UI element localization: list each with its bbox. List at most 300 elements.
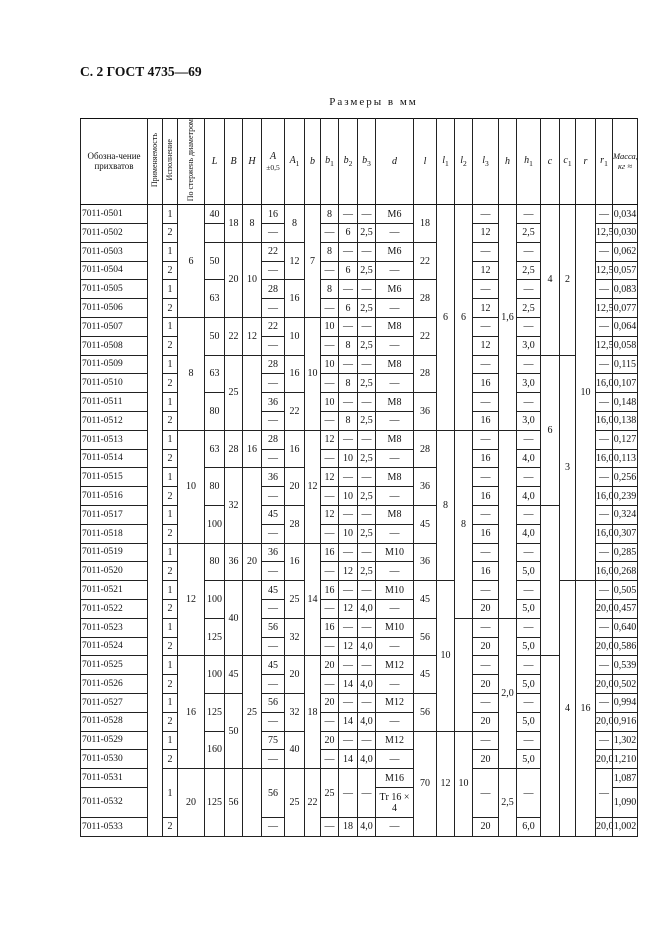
cell-r1: — — [596, 581, 613, 600]
table-caption — [0, 96, 661, 108]
cell-L: 125 — [205, 694, 225, 732]
cell-exec: 1 — [163, 543, 178, 562]
cell-l3: — — [473, 318, 499, 337]
cell-h1: 5,0 — [517, 600, 541, 619]
cell-A: — — [262, 524, 285, 543]
header-r1 — [596, 119, 613, 205]
cell-d: — — [376, 562, 414, 581]
cell-h: 2,0 — [499, 618, 517, 768]
cell-exec: 2 — [163, 600, 178, 619]
table-body — [81, 205, 638, 837]
cell-L: 50 — [205, 242, 225, 280]
cell-h1: — — [517, 506, 541, 525]
cell-exec: 2 — [163, 449, 178, 468]
cell-H: 16 — [243, 430, 262, 468]
cell-mass: 1,002 — [613, 818, 638, 837]
cell-H — [243, 581, 262, 656]
cell-l3: 12 — [473, 299, 499, 318]
cell-d: — — [376, 412, 414, 431]
cell-L: 50 — [205, 318, 225, 356]
cell-A: — — [262, 336, 285, 355]
cell-B: 50 — [225, 694, 243, 769]
cell-b3: — — [358, 731, 376, 750]
cell-h1: — — [517, 543, 541, 562]
cell-l: 45 — [414, 581, 437, 619]
cell-d: — — [376, 712, 414, 731]
cell-mass: 1,302 — [613, 731, 638, 750]
cell-A: 36 — [262, 393, 285, 412]
cell-code: 7011-0522 — [81, 600, 148, 619]
table-row — [81, 656, 638, 675]
cell-mass: 0,505 — [613, 581, 638, 600]
cell-b2: 14 — [339, 675, 358, 694]
cell-h1: — — [517, 618, 541, 637]
cell-l3: 12 — [473, 261, 499, 280]
cell-A1: 25 — [285, 581, 305, 619]
cell-L: 100 — [205, 506, 225, 544]
cell-L: 63 — [205, 280, 225, 318]
cell-b3: 2,5 — [358, 224, 376, 243]
cell-d: — — [376, 336, 414, 355]
cell-A: — — [262, 299, 285, 318]
cell-A: — — [262, 750, 285, 769]
cell-exec: 2 — [163, 750, 178, 769]
table-row — [81, 506, 638, 525]
cell-b: 10 — [305, 318, 321, 431]
cell-L: 160 — [205, 731, 225, 769]
cell-mass: 0,256 — [613, 468, 638, 487]
cell-l3: 20 — [473, 712, 499, 731]
cell-h1: — — [517, 731, 541, 750]
cell-b2: — — [339, 731, 358, 750]
cell-code: 7011-0501 — [81, 205, 148, 224]
cell-l3: 16 — [473, 449, 499, 468]
header-applicability-text: Применяемость — [150, 133, 159, 188]
cell-exec: 2 — [163, 374, 178, 393]
cell-exec: 2 — [163, 818, 178, 837]
cell-code: 7011-0523 — [81, 618, 148, 637]
cell-b2: 12 — [339, 562, 358, 581]
cell-b1: — — [321, 675, 339, 694]
cell-L: 80 — [205, 468, 225, 506]
cell-A1: 10 — [285, 318, 305, 356]
cell-b2: — — [339, 543, 358, 562]
cell-H: 20 — [243, 543, 262, 581]
cell-h1: 3,0 — [517, 412, 541, 431]
cell-r1: 20,0 — [596, 818, 613, 837]
cell-exec: 2 — [163, 562, 178, 581]
cell-exec: 1 — [163, 393, 178, 412]
cell-B: 28 — [225, 430, 243, 468]
cell-h1: 5,0 — [517, 750, 541, 769]
header-B: B — [225, 119, 243, 205]
cell-h1: 5,0 — [517, 675, 541, 694]
cell-mass: 0,057 — [613, 261, 638, 280]
cell-b3: — — [358, 318, 376, 337]
cell-exec: 2 — [163, 299, 178, 318]
cell-r: 16 — [576, 581, 596, 837]
header-execution — [163, 119, 178, 205]
cell-b3: — — [358, 393, 376, 412]
cell-b3: — — [358, 468, 376, 487]
header-l2 — [455, 119, 473, 205]
caption-text: Размеры в мм — [329, 96, 418, 108]
cell-d: M8 — [376, 430, 414, 449]
cell-d: M8 — [376, 355, 414, 374]
cell-l: 28 — [414, 355, 437, 393]
cell-exec: 1 — [163, 694, 178, 713]
header-b2-symbol: b — [343, 155, 349, 167]
cell-d: M12 — [376, 694, 414, 713]
cell-h1: — — [517, 355, 541, 374]
cell-b1: — — [321, 412, 339, 431]
cell-exec: 1 — [163, 656, 178, 675]
cell-L: 125 — [205, 769, 225, 837]
cell-l3: — — [473, 506, 499, 525]
cell-h1: — — [517, 468, 541, 487]
cell-b3: 2,5 — [358, 449, 376, 468]
cell-c1: 3 — [560, 355, 576, 581]
cell-b: 7 — [305, 205, 321, 318]
cell-l3: — — [473, 694, 499, 713]
cell-exec: 1 — [163, 769, 178, 818]
cell-b2: — — [339, 506, 358, 525]
cell-B: 22 — [225, 318, 243, 356]
cell-H: 25 — [243, 656, 262, 769]
cell-A1: 16 — [285, 543, 305, 581]
header-h1 — [517, 119, 541, 205]
cell-l3: — — [473, 355, 499, 374]
cell-mass: 0,916 — [613, 712, 638, 731]
cell-b2: 10 — [339, 524, 358, 543]
cell-r1: 16,0 — [596, 412, 613, 431]
cell-b3: — — [358, 280, 376, 299]
header-mass: Масса, кг ≈ — [613, 119, 638, 205]
cell-code: 7011-0518 — [81, 524, 148, 543]
cell-rod: 10 — [178, 430, 205, 543]
cell-b3: — — [358, 618, 376, 637]
cell-l3: 20 — [473, 750, 499, 769]
cell-h1: 3,0 — [517, 336, 541, 355]
header-b3-index: 3 — [367, 159, 371, 169]
cell-b3: 4,0 — [358, 712, 376, 731]
cell-exec: 2 — [163, 261, 178, 280]
cell-l: 28 — [414, 280, 437, 318]
cell-b1: — — [321, 750, 339, 769]
cell-code: 7011-0525 — [81, 656, 148, 675]
cell-mass: 0,034 — [613, 205, 638, 224]
cell-code: 7011-0510 — [81, 374, 148, 393]
cell-mass: 0,457 — [613, 600, 638, 619]
cell-d: M6 — [376, 280, 414, 299]
cell-l1: 10 — [437, 581, 455, 731]
cell-l3: — — [473, 205, 499, 224]
cell-code: 7011-0512 — [81, 412, 148, 431]
cell-A: — — [262, 712, 285, 731]
dimensions-table — [80, 118, 638, 837]
cell-r1: — — [596, 355, 613, 374]
header-designation: Обозна-чение прихватов — [81, 119, 148, 205]
header-b3 — [358, 119, 376, 205]
cell-b1: 25 — [321, 769, 339, 818]
cell-h1: 5,0 — [517, 637, 541, 656]
cell-l3: — — [473, 280, 499, 299]
cell-L: 100 — [205, 581, 225, 619]
cell-l: 70 — [414, 731, 437, 836]
cell-code: 7011-0502 — [81, 224, 148, 243]
cell-A: — — [262, 600, 285, 619]
cell-H: 8 — [243, 205, 262, 243]
cell-code: 7011-0533 — [81, 818, 148, 837]
cell-d: — — [376, 374, 414, 393]
cell-b2: 18 — [339, 818, 358, 837]
cell-A1: 20 — [285, 656, 305, 694]
cell-A: — — [262, 261, 285, 280]
header-A1-index: 1 — [295, 159, 300, 169]
cell-code: 7011-0508 — [81, 336, 148, 355]
cell-rod: 6 — [178, 205, 205, 318]
header-b2-index: 2 — [348, 159, 353, 169]
cell-code: 7011-0527 — [81, 694, 148, 713]
cell-r1: — — [596, 280, 613, 299]
cell-b: 22 — [305, 769, 321, 837]
cell-r1: — — [596, 506, 613, 525]
cell-code: 7011-0520 — [81, 562, 148, 581]
cell-d: — — [376, 487, 414, 506]
header-rod — [178, 119, 205, 205]
cell-c1: 4 — [560, 581, 576, 837]
cell-A: — — [262, 412, 285, 431]
cell-r1: — — [596, 393, 613, 412]
cell-r1: 16,0 — [596, 524, 613, 543]
cell-b2: 6 — [339, 261, 358, 280]
header-b1 — [321, 119, 339, 205]
cell-r1: — — [596, 242, 613, 261]
cell-h1: 2,5 — [517, 261, 541, 280]
header-execution-text: Исполнение — [165, 139, 174, 181]
cell-exec: 2 — [163, 675, 178, 694]
cell-h1: 4,0 — [517, 487, 541, 506]
cell-r1: — — [596, 694, 613, 713]
cell-b1: — — [321, 524, 339, 543]
cell-l3: 16 — [473, 412, 499, 431]
cell-exec: 1 — [163, 506, 178, 525]
header-c1-index: 1 — [567, 159, 572, 169]
cell-mass: 0,285 — [613, 543, 638, 562]
cell-A: — — [262, 374, 285, 393]
cell-mass: 1,210 — [613, 750, 638, 769]
cell-H — [243, 355, 262, 430]
header-b1-index: 1 — [330, 159, 334, 169]
cell-h — [499, 430, 517, 618]
cell-b1: — — [321, 712, 339, 731]
cell-code: 7011-0516 — [81, 487, 148, 506]
cell-l3: 20 — [473, 818, 499, 837]
cell-d: M12 — [376, 656, 414, 675]
header-l3-symbol: l — [482, 155, 486, 167]
cell-A: 45 — [262, 656, 285, 675]
cell-r1: — — [596, 769, 613, 818]
cell-A1: 8 — [285, 205, 305, 243]
cell-code: 7011-0524 — [81, 637, 148, 656]
cell-r1: 20,0 — [596, 750, 613, 769]
cell-l: 56 — [414, 618, 437, 656]
cell-r1: — — [596, 656, 613, 675]
header-A-tolerance: ±0,5 — [266, 162, 280, 172]
cell-mass: 0,239 — [613, 487, 638, 506]
cell-code: 7011-0521 — [81, 581, 148, 600]
cell-b2: 10 — [339, 449, 358, 468]
cell-B: 40 — [225, 581, 243, 656]
cell-b3: — — [358, 769, 376, 818]
cell-h1: 5,0 — [517, 562, 541, 581]
header-r: r — [576, 119, 596, 205]
cell-b3: — — [358, 543, 376, 562]
cell-d: — — [376, 299, 414, 318]
cell-l: 36 — [414, 468, 437, 506]
cell-b1: 20 — [321, 731, 339, 750]
cell-b1: 12 — [321, 506, 339, 525]
cell-A: 56 — [262, 694, 285, 713]
cell-l: 28 — [414, 430, 437, 468]
cell-A: 28 — [262, 280, 285, 299]
cell-b1: 12 — [321, 468, 339, 487]
cell-L — [205, 224, 225, 243]
cell-code: 7011-0517 — [81, 506, 148, 525]
cell-b1: 8 — [321, 242, 339, 261]
cell-b1: 10 — [321, 318, 339, 337]
cell-l3: — — [473, 769, 499, 818]
cell-b1: — — [321, 336, 339, 355]
cell-b1: 20 — [321, 656, 339, 675]
cell-r1: 16,0 — [596, 487, 613, 506]
cell-A: — — [262, 224, 285, 243]
cell-r1: 16,0 — [596, 374, 613, 393]
cell-b1: 20 — [321, 694, 339, 713]
cell-b3: — — [358, 656, 376, 675]
cell-code: 7011-0519 — [81, 543, 148, 562]
cell-code: 7011-0526 — [81, 675, 148, 694]
cell-l3: 20 — [473, 637, 499, 656]
cell-l3: 20 — [473, 600, 499, 619]
cell-r: 10 — [576, 205, 596, 581]
header-b: b — [305, 119, 321, 205]
header-l: l — [414, 119, 437, 205]
cell-b2: — — [339, 280, 358, 299]
cell-b3: 4,0 — [358, 818, 376, 837]
cell-exec: 2 — [163, 336, 178, 355]
cell-code: 7011-0513 — [81, 430, 148, 449]
cell-A: 36 — [262, 468, 285, 487]
cell-rod: 20 — [178, 769, 205, 837]
cell-b1: — — [321, 637, 339, 656]
header-c1-symbol: c — [563, 155, 568, 167]
header-h1-symbol: h — [524, 155, 530, 167]
cell-d: — — [376, 637, 414, 656]
cell-d: Тr 16 × 4 — [376, 788, 414, 818]
cell-mass: 1,087 — [613, 769, 638, 788]
cell-l3: — — [473, 242, 499, 261]
cell-mass: 0,127 — [613, 430, 638, 449]
cell-r1: 20,0 — [596, 600, 613, 619]
cell-b1: — — [321, 224, 339, 243]
cell-mass: 0,115 — [613, 355, 638, 374]
cell-c: 4 — [541, 205, 560, 355]
cell-mass: 0,138 — [613, 412, 638, 431]
cell-d: M6 — [376, 242, 414, 261]
cell-A: 22 — [262, 242, 285, 261]
cell-b2: 8 — [339, 336, 358, 355]
cell-b2: — — [339, 355, 358, 374]
cell-l3: — — [473, 656, 499, 675]
cell-H — [243, 769, 262, 837]
cell-c: 6 — [541, 355, 560, 505]
cell-H — [243, 468, 262, 543]
cell-d: — — [376, 675, 414, 694]
cell-A: 75 — [262, 731, 285, 750]
cell-L: 40 — [205, 205, 225, 224]
cell-l: 36 — [414, 543, 437, 581]
cell-mass: 0,307 — [613, 524, 638, 543]
cell-b: 12 — [305, 430, 321, 543]
cell-l3: — — [473, 731, 499, 750]
cell-b1: 8 — [321, 205, 339, 224]
cell-mass: 1,090 — [613, 788, 638, 818]
cell-l2: 8 — [455, 430, 473, 618]
cell-mass: 0,268 — [613, 562, 638, 581]
cell-exec: 2 — [163, 224, 178, 243]
cell-mass: 0,058 — [613, 336, 638, 355]
cell-d: M10 — [376, 581, 414, 600]
cell-r1: — — [596, 731, 613, 750]
cell-A: — — [262, 818, 285, 837]
cell-d: — — [376, 750, 414, 769]
cell-h1: — — [517, 656, 541, 675]
cell-b1: — — [321, 487, 339, 506]
cell-A: 16 — [262, 205, 285, 224]
cell-applic — [148, 205, 163, 837]
cell-b2: 6 — [339, 224, 358, 243]
cell-b2: — — [339, 769, 358, 818]
cell-r1: — — [596, 543, 613, 562]
cell-rod: 12 — [178, 543, 205, 656]
cell-b3: 2,5 — [358, 299, 376, 318]
cell-exec: 2 — [163, 712, 178, 731]
cell-code: 7011-0531 — [81, 769, 148, 788]
cell-h1: — — [517, 205, 541, 224]
cell-L: 63 — [205, 430, 225, 468]
header-h: h — [499, 119, 517, 205]
cell-d: M16 — [376, 769, 414, 788]
cell-c1: 2 — [560, 205, 576, 355]
cell-A: — — [262, 487, 285, 506]
cell-mass: 0,539 — [613, 656, 638, 675]
cell-r1: 20,0 — [596, 675, 613, 694]
cell-L: 80 — [205, 543, 225, 581]
cell-b2: 14 — [339, 712, 358, 731]
cell-B: 32 — [225, 468, 243, 543]
cell-d: — — [376, 818, 414, 837]
header-A — [262, 119, 285, 205]
header-A-symbol: A — [269, 150, 277, 162]
header-c: c — [541, 119, 560, 205]
cell-A: 28 — [262, 430, 285, 449]
page-header: С. 2 ГОСТ 4735—69 — [80, 64, 202, 79]
cell-l: 56 — [414, 694, 437, 732]
cell-c — [541, 656, 560, 836]
cell-b2: — — [339, 618, 358, 637]
cell-l3: — — [473, 468, 499, 487]
